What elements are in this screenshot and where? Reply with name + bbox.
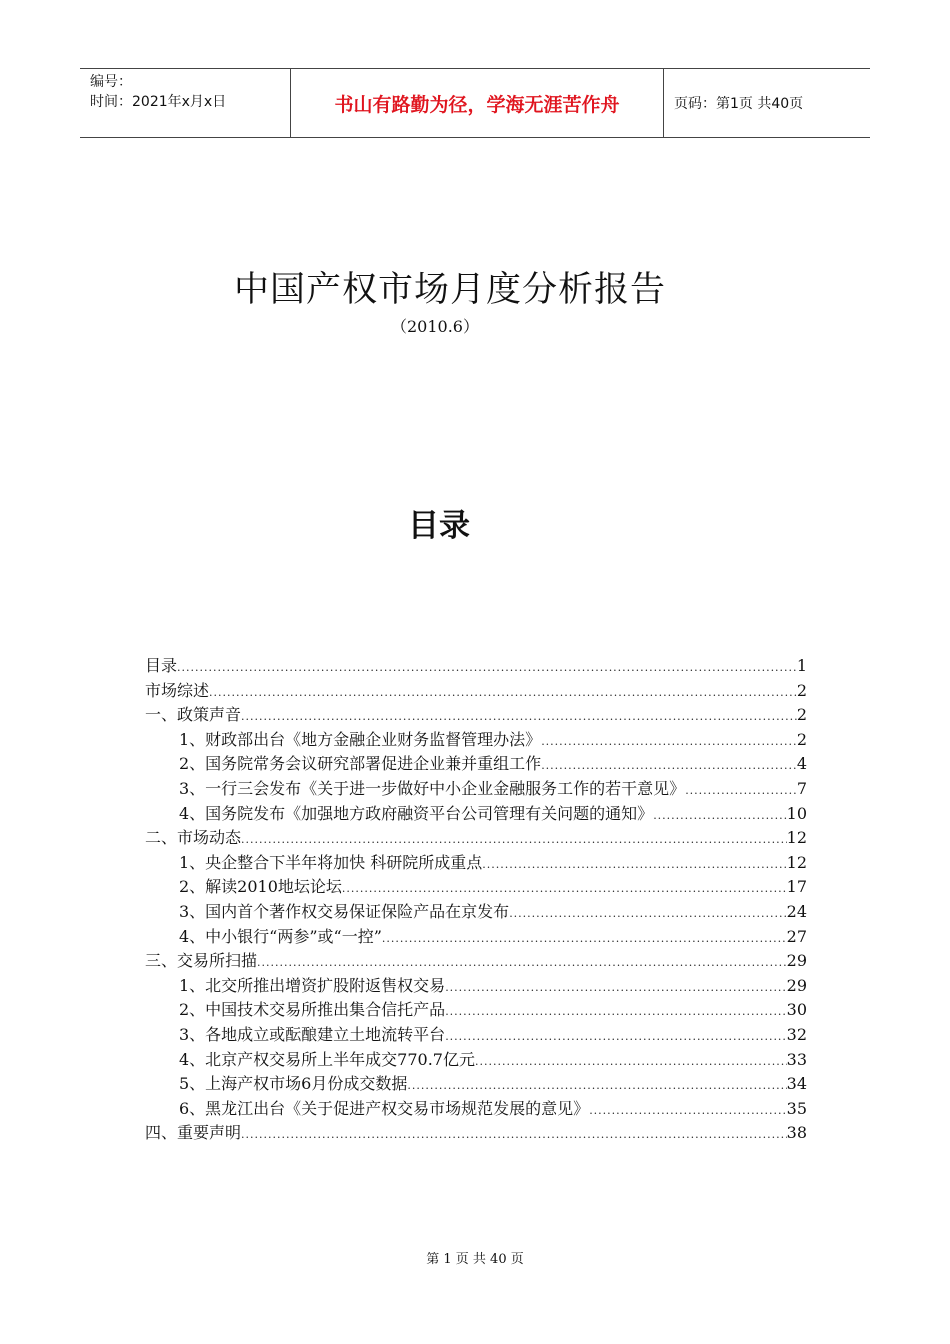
toc-leader-dots: [445, 1005, 786, 1018]
toc-entry-page: 2: [796, 729, 807, 749]
toc-entry-title: 4、北京产权交易所上半年成交770.7亿元: [179, 1049, 475, 1069]
toc-entry[interactable]: [145, 1022, 807, 1047]
toc-entry[interactable]: [145, 973, 807, 998]
toc-leader-dots: [445, 1030, 786, 1043]
time-label: 时间：2021年x月x日: [90, 94, 227, 110]
toc-entry-title: 3、各地成立或酝酿建立土地流转平台: [179, 1024, 446, 1044]
toc-entry-title: 3、国内首个著作权交易保证保险产品在京发布: [179, 901, 510, 921]
toc-entry[interactable]: [145, 801, 807, 826]
toc-entry-page: 2: [796, 705, 807, 725]
toc-leader-dots: [541, 735, 797, 748]
toc-entry[interactable]: [145, 997, 807, 1022]
header-meta: [80, 69, 291, 137]
document-header: [80, 68, 870, 138]
toc-entry-title: 一、政策声音: [145, 705, 242, 725]
header-motto: 书山有路勤为径，学海无涯苦作舟: [291, 69, 664, 137]
toc-entry-title: 四、重要声明: [145, 1123, 242, 1143]
toc-leader-dots: [475, 1055, 787, 1068]
toc-leader-dots: [241, 710, 797, 723]
report-date: （2010.6）: [391, 317, 479, 336]
toc-entry-title: 5、上海产权市场6月份成交数据: [179, 1074, 408, 1094]
toc-entry-page: 17: [786, 877, 807, 897]
toc-leader-dots: [241, 1128, 787, 1141]
toc-leader-dots: [509, 907, 786, 920]
toc-entry[interactable]: [145, 899, 807, 924]
toc-entry[interactable]: [145, 678, 807, 703]
toc-entry-page: 12: [786, 828, 807, 848]
toc-entry[interactable]: [145, 825, 807, 850]
toc-entry-title: 2、中国技术交易所推出集合信托产品: [179, 1000, 446, 1020]
toc-leader-dots: [209, 686, 797, 699]
toc-entry[interactable]: [145, 1120, 807, 1145]
toc-entry-page: 29: [786, 951, 807, 971]
toc-entry[interactable]: [145, 776, 807, 801]
toc-leader-dots: [653, 809, 786, 822]
toc-entry-page: 24: [786, 901, 807, 921]
header-page-info: 页码：第1页 共40页: [674, 96, 804, 112]
toc-entry-title: 二、市场动态: [145, 828, 242, 848]
toc-entry-title: 三、交易所扫描: [145, 951, 258, 971]
toc-entry[interactable]: [145, 751, 807, 776]
toc-entry-title: 目录: [145, 656, 178, 675]
toc-entry-page: 27: [786, 926, 807, 946]
table-of-contents: [145, 653, 807, 1145]
toc-leader-dots: [257, 956, 787, 969]
toc-entry-page: 35: [786, 1098, 807, 1118]
toc-leader-dots: [342, 882, 787, 895]
toc-entry[interactable]: [145, 727, 807, 752]
toc-entry-title: 6、黑龙江出台《关于促进产权交易市场规范发展的意见》: [179, 1098, 590, 1118]
toc-leader-dots: [685, 784, 797, 797]
toc-leader-dots: [482, 858, 786, 871]
toc-entry-page: 7: [796, 778, 807, 798]
toc-entry-page: 10: [786, 803, 807, 823]
toc-entry-page: 30: [786, 1000, 807, 1020]
toc-entry-title: 3、一行三会发布《关于进一步做好中小企业金融服务工作的若干意见》: [179, 778, 686, 798]
toc-entry-page: 34: [786, 1074, 807, 1094]
toc-leader-dots: [177, 661, 797, 674]
toc-entry[interactable]: [145, 1096, 807, 1121]
toc-entry-page: 33: [786, 1049, 807, 1069]
toc-entry-title: 4、中小银行“两参”或“一控”: [179, 926, 382, 946]
toc-entry-title: 4、国务院发布《加强地方政府融资平台公司管理有关问题的通知》: [179, 803, 654, 823]
toc-entry-page: 29: [786, 975, 807, 995]
toc-entry-title: 2、解读2010地坛论坛: [179, 877, 342, 897]
toc-entry[interactable]: [145, 924, 807, 949]
toc-entry-page: 12: [786, 852, 807, 872]
toc-leader-dots: [241, 833, 787, 846]
toc-entry[interactable]: [145, 1047, 807, 1072]
toc-entry[interactable]: [145, 948, 807, 973]
toc-entry-title: 2、国务院常务会议研究部署促进企业兼并重组工作: [179, 754, 542, 774]
toc-entry-page: 4: [796, 754, 807, 774]
toc-entry-title: 市场综述: [145, 680, 210, 700]
toc-leader-dots: [407, 1079, 786, 1092]
toc-entry[interactable]: [145, 1071, 807, 1096]
toc-entry-title: 1、央企整合下半年将加快 科研院所成重点: [179, 852, 483, 872]
toc-entry-page: 38: [786, 1123, 807, 1143]
toc-entry[interactable]: [145, 850, 807, 875]
page-footer: 第 1 页 共 40 页: [426, 1252, 524, 1267]
report-title: 中国产权市场月度分析报告: [233, 270, 666, 310]
toc-leader-dots: [541, 759, 797, 772]
toc-entry-page: 32: [786, 1024, 807, 1044]
toc-entry[interactable]: [145, 653, 807, 678]
toc-entry[interactable]: [145, 874, 807, 899]
toc-entry-page: 1: [796, 656, 807, 675]
toc-heading: 目录: [408, 508, 470, 544]
toc-entry-page: 2: [796, 680, 807, 700]
toc-entry[interactable]: [145, 702, 807, 727]
toc-entry-title: 1、财政部出台《地方金融企业财务监督管理办法》: [179, 729, 542, 749]
toc-leader-dots: [382, 932, 787, 945]
toc-leader-dots: [445, 981, 786, 994]
toc-entry-title: 1、北交所推出增资扩股附返售权交易: [179, 975, 446, 995]
toc-leader-dots: [589, 1104, 786, 1117]
number-label: 编号：: [90, 74, 132, 90]
